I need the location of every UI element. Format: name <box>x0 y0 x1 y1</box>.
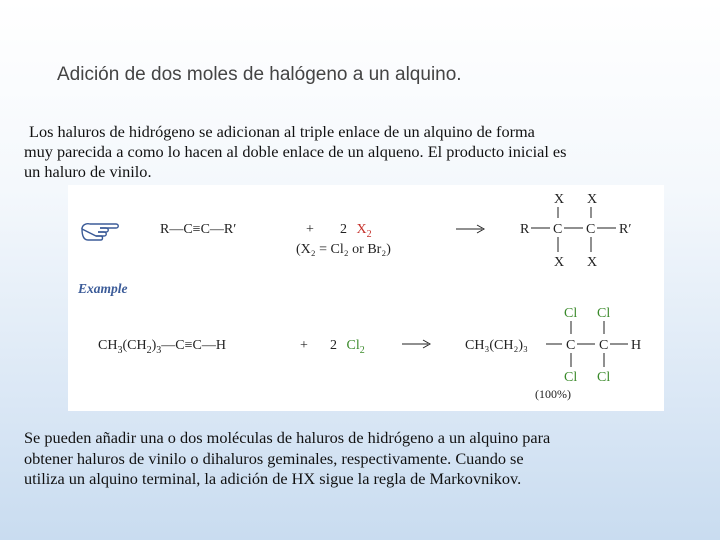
intro-line-3: un haluro de vinilo. <box>24 162 152 181</box>
svg-text:CH₃(CH₂)₃: CH₃(CH₂)₃ <box>465 338 528 353</box>
general-product <box>520 192 631 270</box>
intro-line-2: muy parecida a como lo hacen al doble enlace de un alqueno. El producto inicial es <box>24 142 567 161</box>
svg-text:C: C <box>566 338 576 353</box>
svg-text:C: C <box>586 222 596 237</box>
closing-line-3: utiliza un alquino terminal, la adición de HX sigue la regla de Markovnikov. <box>24 469 522 488</box>
svg-text:X: X <box>554 255 565 270</box>
svg-text:C: C <box>553 222 563 237</box>
example-reactant: $CH_3(CH_2)_3—C\equiv C—H$ <box>98 338 226 356</box>
svg-text:X: X <box>587 192 598 207</box>
general-condition: (X₂ = Cl₂ or Br₂) <box>296 242 391 257</box>
reaction-figure <box>68 185 664 411</box>
svg-text:Cl: Cl <box>597 370 611 385</box>
example-plus: + <box>300 338 308 353</box>
general-reagent: 2 $X_2$ <box>340 222 372 240</box>
reaction-scheme <box>68 185 664 411</box>
svg-text:Cl: Cl <box>597 306 611 321</box>
pointing-hand-icon <box>82 224 118 240</box>
intro-line-1: Los haluros de hidrógeno se adicionan al triple enlace de un alquino de forma <box>29 122 535 141</box>
general-arrow <box>456 225 484 233</box>
svg-text:C: C <box>599 338 609 353</box>
general-plus: + <box>306 222 314 237</box>
closing-line-1: Se pueden añadir una o dos moléculas de haluros de hidrógeno a un alquino para <box>24 428 551 447</box>
svg-text:R: R <box>520 222 530 237</box>
intro-paragraph <box>24 122 694 182</box>
example-yield: (100%) <box>535 387 571 401</box>
slide-title: Adición de dos moles de halógeno a un alquino. <box>57 64 462 85</box>
svg-text:Cl: Cl <box>564 306 578 321</box>
example-arrow <box>402 340 430 348</box>
example-reagent: 2 $Cl_2$ <box>330 338 365 356</box>
svg-text:R′: R′ <box>619 222 632 237</box>
example-label: Example <box>78 281 128 296</box>
svg-text:H: H <box>631 338 642 353</box>
general-reactant: R—C≡C—R′ <box>160 222 237 237</box>
svg-text:X: X <box>587 255 598 270</box>
svg-text:X: X <box>554 192 565 207</box>
closing-line-2: obtener haluros de vinilo o dihaluros geminales, respectivamente. Cuando se <box>24 448 524 468</box>
example-product <box>465 306 641 401</box>
svg-text:Cl: Cl <box>564 370 578 385</box>
closing-paragraph <box>24 428 694 490</box>
